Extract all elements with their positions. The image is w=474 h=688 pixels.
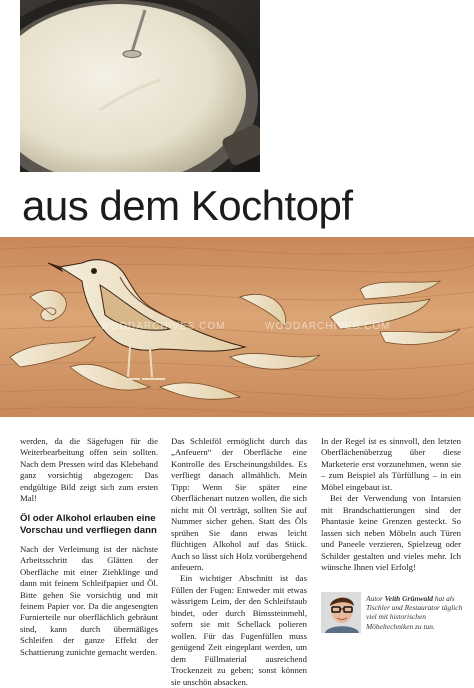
watermark-1: WOODARCHIVES.COM (100, 321, 226, 332)
paragraph: werden, da die Sägefugen für die Weiterbearbeitung offen sein sollten. Nach dem Pressen wird das Klebeband ganz vorsichtig abgezogen: Das endgültige Bild zeigt sich zum ersten Mal! (20, 436, 158, 504)
page-title: aus dem Kochtopf (22, 182, 353, 229)
text-column-1 (20, 436, 158, 658)
sand-pan-photo (20, 0, 260, 172)
paragraph: Nach der Verleimung ist der nächste Arbeitsschritt das Glätten der Oberfläche mit einer Ziehklinge und dann mit feinem Schleifpapier und Öl. Bitte gehen Sie vorsichtig und mit feinem Papier vor. Da die angesengten Furnierteile nur oberflächlich gebräunt sind, kann durch übermäßiges Schleifen der ganze Effekt der Schattierung zunichte gemacht werden. (20, 543, 158, 657)
subheading: Öl oder Alkohol erlauben eine Vorschau und verfliegen dann (20, 512, 157, 536)
paragraph: Ein wichtiger Abschnitt ist das Füllen der Fugen: Entweder mit etwas wässrigem Leim, der den Schleifstaub bindet, oder durch Bimssteinmehl, sofern sie mit Schellack polieren wollen. Für das Fugenfüllen muss genügend Zeit eingeplant werden, um dem Füllmaterial ausreichend Trockenzeit zu geben; sonst können sie unschön absacken. (171, 573, 307, 687)
author-portrait-icon (321, 592, 361, 633)
author-bio (366, 594, 464, 631)
paragraph: Bei der Verwendung von Intarsien mit Brandschattierungen sind der Phantasie keine Grenzen gesteckt. So lassen sich neben Möbeln auch Türen und Paneele verzieren, Spielzeug oder Schilder gestalten und vieles mehr. Ich wünsche Ihnen viel Erfolg! (321, 493, 461, 572)
text-column-3 (321, 436, 461, 573)
watermark-2: WOODARCHIVES.COM (265, 321, 391, 332)
sand-pan-illustration (20, 0, 260, 172)
author-description: hat als Tischler und Restaurator täglich viel mit historischen Möbeltechniken zu tun. (366, 594, 463, 631)
marquetry-illustration (0, 237, 474, 417)
marquetry-bird-photo (0, 237, 474, 417)
author-prefix: Autor (366, 594, 385, 603)
text-column-2 (171, 436, 307, 688)
author-photo (321, 592, 361, 633)
paragraph: In der Regel ist es sinnvoll, den letzten Oberflächenüberzug über diese Marketerie erst vorzunehmen, wenn sie – zum Beispiel als Türfüllung – in ein Möbel eingebaut ist. (321, 436, 461, 492)
paragraph: Das Schleiföl ermöglicht durch das „Anfeuern“ der Oberfläche eine Kontrolle des Erscheinungsbildes. Es verfliegt danach allmählich. Mein Tipp: Wenn Sie später eine Oberflächenart nutzen wollen, die sich nicht mit Öl verträgt, sollten Sie auf Nummer sicher gehen. Statt des Öls sprühen Sie dann etwas leicht flüchtigen Alkohol auf das Stück. Auch so lässt sich Holz vorübergehend anfeuern. (171, 436, 307, 572)
author-name: Veith Grünwald (384, 594, 433, 603)
